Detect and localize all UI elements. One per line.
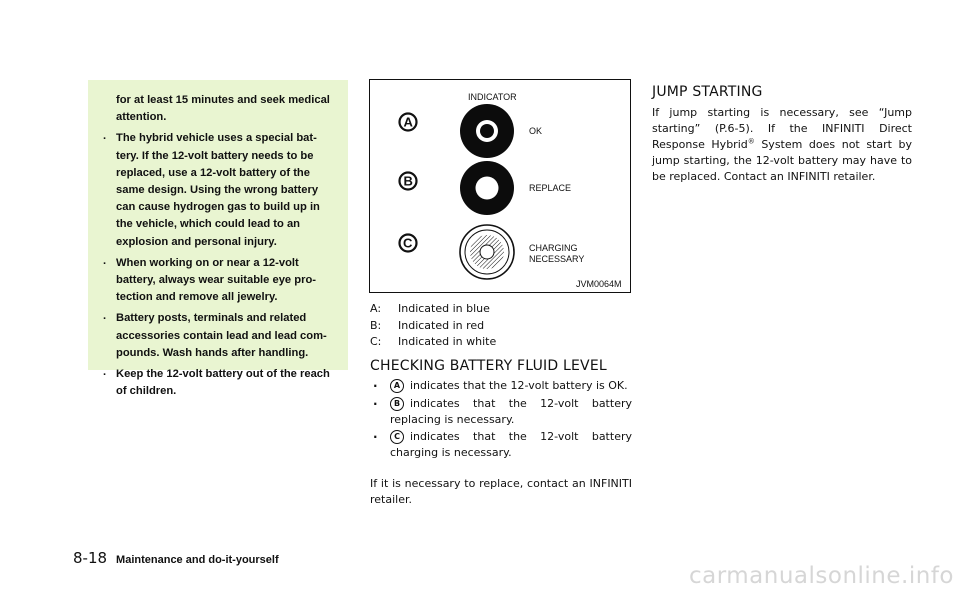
indicator-diagram [370,80,630,292]
caption-key: C: [370,335,382,348]
warning-lead-text: for at least 15 minutes and seek medical attention. [116,94,330,124]
fluid-item [370,396,632,428]
jump-section-text [652,105,912,185]
page-number: 8-18 [73,549,108,567]
fluid-item-text: indicates that the 12-volt battery is OK. [410,379,628,392]
footer-section-title: Maintenance and do-it-yourself [116,554,279,566]
caption-text: Indicated in blue [398,302,490,315]
jump-section-heading: JUMP STARTING [652,84,763,100]
marker-a-letter: A [403,114,413,130]
indicator-ok-dot [480,124,494,138]
caption-key: A: [370,302,382,315]
state-necessary-label: NECESSARY [529,254,585,264]
warning-list [100,130,338,400]
warning-item: . Battery posts, terminals and related accessories contain lead and lead com-pounds. Wash hands after handling. [100,310,338,362]
warning-box [88,80,348,398]
indicator-replace-eye [476,177,499,200]
state-charging-label: CHARGING [529,243,578,253]
warning-item: . Keep the 12-volt battery out of the reach of children. [100,366,338,400]
page-footer [73,549,279,567]
caption-row [370,301,632,318]
watermark: carmanualsonline.info [688,563,954,589]
state-ok-label: OK [529,126,543,136]
warning-item: . When working on or near a 12-volt battery, always wear suitable eye pro-tection and remove all jewelry. [100,255,338,307]
jump-text-part-2: System does not start by jump starting, the 12-volt battery may have to be replaced. Contact an INFINITI retailer. [652,138,913,183]
state-replace-label: REPLACE [529,183,572,193]
caption-row [370,334,632,351]
circled-c-icon: C [390,430,404,444]
registered-mark: ® [747,137,755,146]
figure-indicator-label: INDICATOR [468,92,517,102]
indicator-charging-eye [480,245,494,259]
jump-text-part-1: If jump starting is necessary, see “Jump starting” (P.6-5). If the INFINITI Direct Response Hybrid [652,106,912,151]
marker-b-letter: B [403,173,413,189]
battery-indicator-figure [369,79,631,293]
fluid-note: If it is necessary to replace, contact an INFINITI retailer. [370,477,632,506]
caption-row [370,318,632,335]
fluid-section-heading: CHECKING BATTERY FLUID LEVEL [370,358,607,374]
fluid-list [370,378,632,463]
circled-b-icon: B [390,397,404,411]
circled-a-icon: A [390,379,404,393]
warning-item: . The hybrid vehicle uses a special bat-tery. If the 12-volt battery needs to be replaced, use a 12-volt battery of the same design. Using the wrong battery can cause hydrogen gas to build up in the vehicle, which could lead to an explosion and personal injury. [100,130,338,250]
fluid-item-text: indicates that the 12-volt battery charging is necessary. [390,430,632,459]
fluid-item [370,429,632,461]
marker-c-letter: C [403,235,413,251]
fluid-item [370,378,632,394]
figure-code: JVM0064M [576,279,622,289]
caption-text: Indicated in red [398,318,485,332]
fluid-item-text: indicates that the 12-volt battery replacing is necessary. [390,396,632,426]
caption-text: Indicated in white [398,335,497,348]
caption-key: B: [370,318,382,332]
figure-captions [370,301,632,351]
